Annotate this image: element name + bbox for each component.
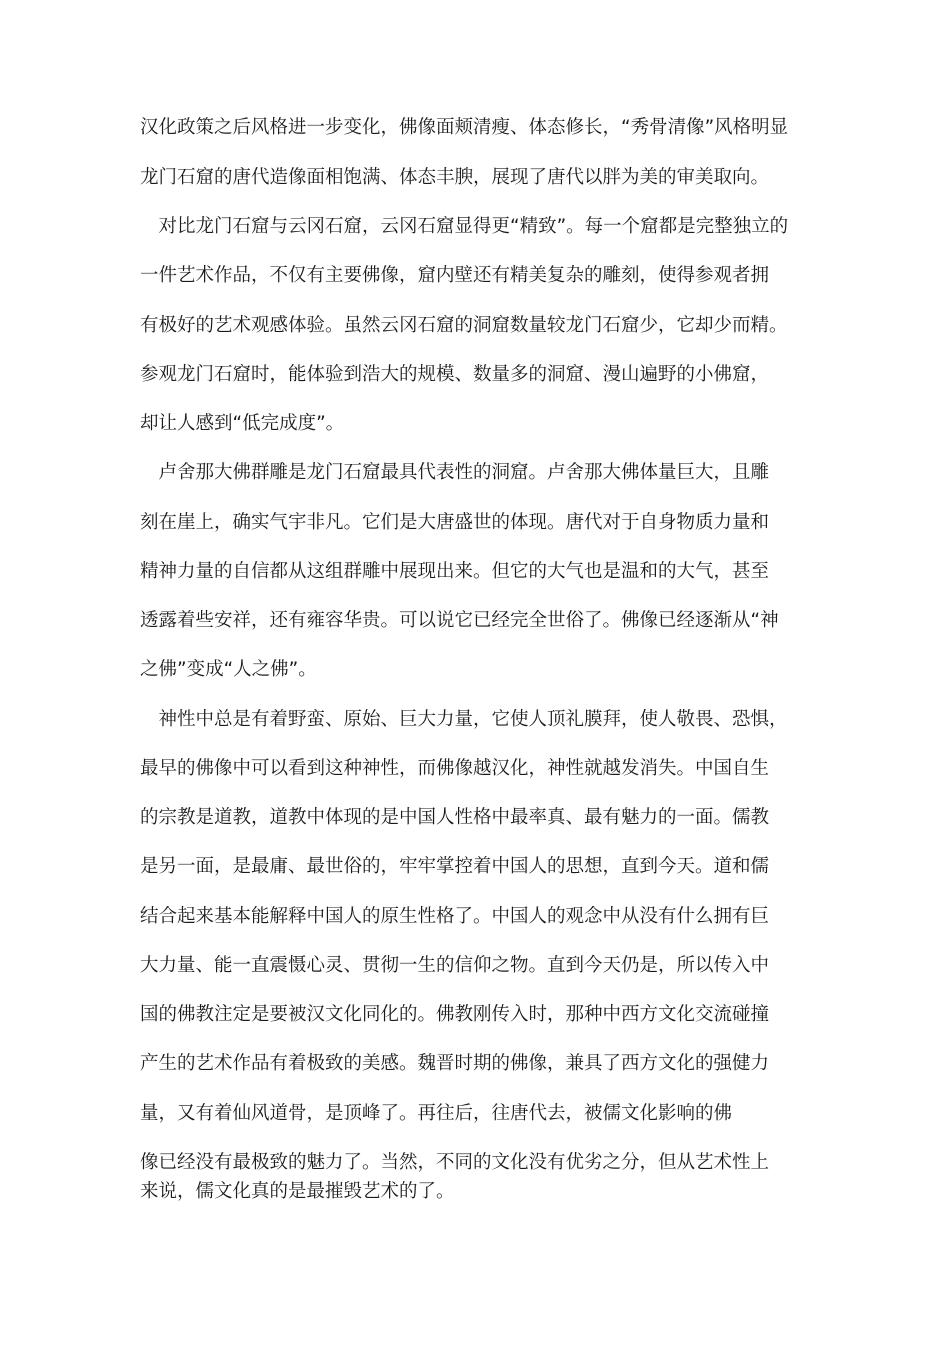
text-line: 一件艺术作品，不仅有主要佛像，窟内壁还有精美复杂的雕刻，使得参观者拥 bbox=[140, 265, 770, 286]
text-line: 产生的艺术作品有着极致的美感。魏晋时期的佛像，兼具了西方文化的强健力 bbox=[140, 1053, 770, 1074]
text-line: 卢舍那大佛群雕是龙门石窟最具代表性的洞窟。卢舍那大佛体量巨大，且雕 bbox=[140, 462, 770, 483]
text-line: 结合起来基本能解释中国人的原生性格了。中国人的观念中从没有什么拥有巨 bbox=[140, 906, 770, 927]
text-line: 有极好的艺术观感体验。虽然云冈石窟的洞窟数量较龙门石窟少，它却少而精。 bbox=[140, 315, 788, 336]
text-line: 来说，儒文化真的是最摧毁艺术的了。 bbox=[140, 1181, 455, 1202]
text-line: 精神力量的自信都从这组群雕中展现出来。但它的大气也是温和的大气，甚至 bbox=[140, 561, 770, 582]
text-line: 量，又有着仙风道骨，是顶峰了。再往后，往唐代去，被儒文化影响的佛 bbox=[140, 1103, 733, 1124]
text-line: 像已经没有最极致的魅力了。当然，不同的文化没有优劣之分，但从艺术性上 bbox=[140, 1152, 770, 1173]
text-line: 参观龙门石窟时，能体验到浩大的规模、数量多的洞窟、漫山遍野的小佛窟， bbox=[140, 364, 770, 385]
text-line: 神性中总是有着野蛮、原始、巨大力量，它使人顶礼膜拜，使人敬畏、恐惧， bbox=[140, 709, 788, 730]
text-line: 龙门石窟的唐代造像面相饱满、体态丰腴，展现了唐代以胖为美的审美取向。 bbox=[140, 167, 770, 188]
text-line: 大力量、能一直震慑心灵、贯彻一生的信仰之物。直到今天仍是，所以传入中 bbox=[140, 955, 770, 976]
text-line: 的宗教是道教，道教中体现的是中国人性格中最率真、最有魅力的一面。儒教 bbox=[140, 807, 770, 828]
text-line: 是另一面，是最庸、最世俗的，牢牢掌控着中国人的思想，直到今天。道和儒 bbox=[140, 856, 770, 877]
text-line: 刻在崖上，确实气宇非凡。它们是大唐盛世的体现。唐代对于自身物质力量和 bbox=[140, 512, 770, 533]
text-line: 透露着些安祥，还有雍容华贵。可以说它已经完全世俗了。佛像已经逐渐从“神 bbox=[140, 610, 779, 631]
text-line: 之佛”变成“人之佛”。 bbox=[140, 659, 317, 680]
text-line: 对比龙门石窟与云冈石窟，云冈石窟显得更“精致”。每一个窟都是完整独立的 bbox=[140, 216, 789, 237]
text-line: 国的佛教注定是要被汉文化同化的。佛教刚传入时，那种中西方文化交流碰撞 bbox=[140, 1004, 770, 1025]
text-line: 却让人感到“低完成度”。 bbox=[140, 413, 345, 434]
text-line: 最早的佛像中可以看到这种神性，而佛像越汉化，神性就越发消失。中国自生 bbox=[140, 758, 770, 779]
text-line: 汉化政策之后风格进一步变化，佛像面颊清瘦、体态修长，“秀骨清像”风格明显 bbox=[140, 117, 789, 138]
